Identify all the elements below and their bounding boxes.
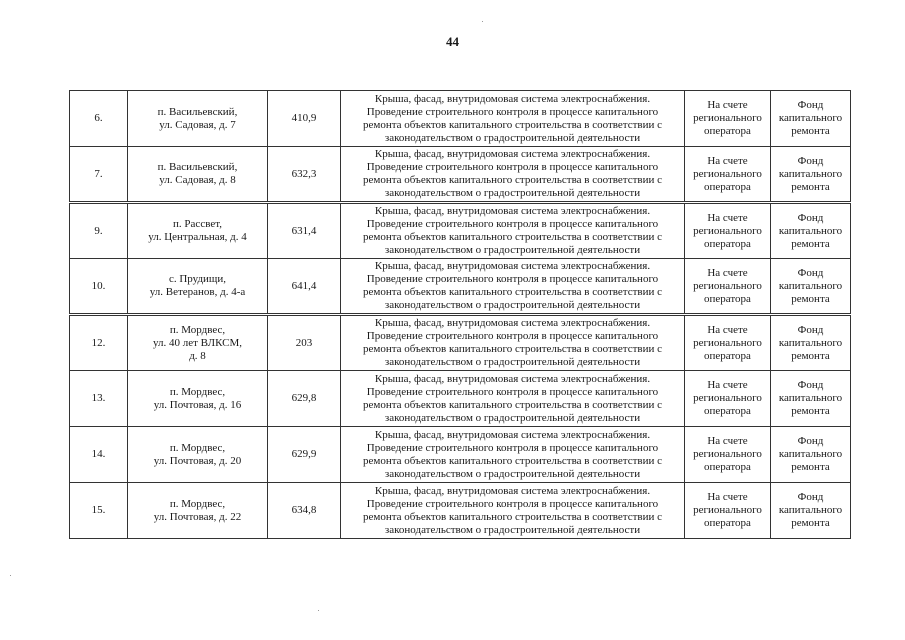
fund-line: капитального (778, 336, 843, 349)
works-line: Крыша, фасад, внутридомовая система электроснабжения. (374, 92, 651, 105)
works-line: Проведение строительного контроля в процессе капитального (366, 105, 659, 118)
fund-line: ремонта (791, 237, 830, 250)
fund-line: ремонта (791, 461, 830, 473)
area-value: 203 (268, 315, 341, 371)
fund-cell (771, 203, 851, 259)
fund-line: Фонд (797, 154, 824, 167)
row-number: 6. (70, 91, 128, 147)
works-line: ремонта объектов капитального строительства в соответствии с (363, 510, 662, 523)
table-row (70, 147, 851, 203)
fund-cell (771, 483, 851, 539)
area-value: 410,9 (268, 91, 341, 147)
works-line: законодательством о градостроительной деятельности (384, 411, 641, 424)
fund-line: Фонд (797, 491, 824, 503)
works-line: ремонта объектов капитального строительства в соответствии с (363, 454, 662, 467)
fund-line: ремонта (791, 125, 830, 137)
area-value: 634,8 (268, 483, 341, 539)
account-line: оператора (704, 517, 751, 529)
works-line: Крыша, фасад, внутридомовая система электроснабжения. (374, 317, 651, 329)
address-line: д. 8 (189, 349, 206, 362)
row-number: 7. (70, 147, 128, 203)
table-row (70, 91, 851, 147)
works-line: Проведение строительного контроля в процессе капитального (366, 441, 659, 454)
area-value: 641,4 (268, 259, 341, 315)
account-line: оператора (704, 461, 751, 473)
row-number: 12. (70, 315, 128, 371)
fund-line: Фонд (797, 379, 824, 391)
works-line: законодательством о градостроительной деятельности (384, 356, 641, 368)
works-description (341, 259, 685, 315)
fund-cell (771, 427, 851, 483)
fund-line: ремонта (791, 405, 830, 417)
fund-line: ремонта (791, 180, 830, 193)
works-description (341, 427, 685, 483)
address-line: ул. Садовая, д. 7 (159, 118, 236, 131)
works-description (341, 483, 685, 539)
row-number: 14. (70, 427, 128, 483)
fund-line: капитального (778, 112, 843, 124)
account-line: оператора (704, 125, 751, 137)
address-line: п. Мордвес, (169, 385, 226, 398)
address-cell (128, 427, 268, 483)
works-table-body (70, 91, 851, 539)
address-line: п. Мордвес, (169, 323, 226, 336)
works-line: законодательством о градостроительной деятельности (384, 299, 641, 311)
address-line: п. Рассвет, (173, 218, 222, 230)
area-value: 631,4 (268, 203, 341, 259)
fund-line: капитального (778, 279, 843, 292)
fund-line: капитального (778, 167, 843, 180)
address-line: п. Мордвес, (169, 441, 226, 454)
fund-line: ремонта (791, 349, 830, 362)
table-row (70, 259, 851, 315)
works-line: ремонта объектов капитального строительства в соответствии с (363, 286, 662, 298)
account-line: оператора (704, 292, 751, 305)
address-line: п. Васильевский, (157, 161, 238, 173)
account-cell (685, 91, 771, 147)
works-table (69, 90, 851, 539)
account-cell (685, 483, 771, 539)
fund-line: Фонд (797, 323, 824, 336)
works-line: ремонта объектов капитального строительства в соответствии с (363, 231, 662, 243)
address-cell (128, 147, 268, 203)
area-value: 629,8 (268, 371, 341, 427)
address-line: с. Прудищи, (168, 273, 227, 285)
fund-cell (771, 371, 851, 427)
account-line: На счете (707, 154, 748, 167)
address-line: ул. Садовая, д. 8 (159, 174, 236, 186)
account-line: На счете (707, 211, 748, 224)
works-line: Крыша, фасад, внутридомовая система электроснабжения. (374, 148, 651, 160)
works-description (341, 91, 685, 147)
works-line: Крыша, фасад, внутридомовая система электроснабжения. (374, 205, 651, 217)
fund-line: капитального (778, 448, 843, 460)
account-line: регионального (693, 448, 762, 460)
row-number: 10. (70, 259, 128, 315)
address-line: п. Мордвес, (169, 497, 226, 510)
account-cell (685, 315, 771, 371)
works-line: Проведение строительного контроля в процессе капитального (366, 330, 659, 342)
account-line: На счете (707, 266, 748, 279)
address-cell (128, 483, 268, 539)
account-cell (685, 427, 771, 483)
fund-line: ремонта (791, 292, 830, 305)
fund-line: Фонд (797, 435, 824, 447)
works-description (341, 371, 685, 427)
account-cell (685, 259, 771, 315)
fund-line: Фонд (797, 99, 824, 111)
fund-cell (771, 147, 851, 203)
area-value: 632,3 (268, 147, 341, 203)
address-line: ул. Почтовая, д. 20 (153, 454, 242, 467)
fund-line: капитального (778, 224, 843, 237)
works-line: Проведение строительного контроля в процессе капитального (366, 161, 659, 173)
works-line: законодательством о градостроительной деятельности (384, 523, 641, 536)
account-line: оператора (704, 180, 751, 193)
page-number: 44 (446, 34, 459, 49)
table-row (70, 203, 851, 259)
fund-line: Фонд (797, 266, 824, 279)
address-line: п. Васильевский, (157, 105, 238, 118)
account-line: регионального (693, 279, 762, 292)
works-line: ремонта объектов капитального строительства в соответствии с (363, 343, 662, 355)
address-line: ул. 40 лет ВЛКСМ, (153, 336, 242, 349)
address-cell (128, 203, 268, 259)
works-line: Крыша, фасад, внутридомовая система электроснабжения. (374, 428, 651, 441)
fund-cell (771, 91, 851, 147)
works-line: Проведение строительного контроля в процессе капитального (366, 385, 659, 398)
account-line: регионального (693, 336, 762, 349)
account-line: оператора (704, 349, 751, 362)
account-line: На счете (707, 491, 748, 503)
account-line: регионального (693, 504, 762, 516)
works-description (341, 315, 685, 371)
works-line: Проведение строительного контроля в процессе капитального (366, 218, 659, 230)
account-cell (685, 371, 771, 427)
account-line: регионального (693, 167, 762, 180)
works-line: Крыша, фасад, внутридомовая система электроснабжения. (374, 260, 651, 272)
address-cell (128, 91, 268, 147)
works-line: Проведение строительного контроля в процессе капитального (366, 497, 659, 510)
account-line: На счете (707, 99, 748, 111)
scan-speck (318, 610, 319, 611)
works-line: Крыша, фасад, внутридомовая система электроснабжения. (374, 484, 651, 497)
fund-cell (771, 259, 851, 315)
account-line: регионального (693, 112, 762, 124)
scan-speck (10, 575, 11, 576)
fund-line: капитального (778, 392, 843, 404)
account-cell (685, 147, 771, 203)
account-line: На счете (707, 435, 748, 447)
account-line: На счете (707, 323, 748, 336)
account-line: регионального (693, 392, 762, 404)
works-line: законодательством о градостроительной деятельности (384, 187, 641, 199)
works-line: Проведение строительного контроля в процессе капитального (366, 273, 659, 285)
works-line: законодательством о градостроительной деятельности (384, 467, 641, 480)
works-line: ремонта объектов капитального строительства в соответствии с (363, 398, 662, 411)
address-line: ул. Центральная, д. 4 (148, 231, 247, 243)
scan-speck (482, 21, 483, 22)
row-number: 15. (70, 483, 128, 539)
address-cell (128, 371, 268, 427)
fund-line: капитального (778, 504, 843, 516)
works-description (341, 147, 685, 203)
address-line: ул. Почтовая, д. 16 (153, 398, 242, 411)
table-row (70, 483, 851, 539)
account-line: оператора (704, 405, 751, 417)
fund-line: Фонд (797, 211, 824, 224)
works-line: Крыша, фасад, внутридомовая система электроснабжения. (374, 372, 651, 385)
works-line: ремонта объектов капитального строительства в соответствии с (363, 118, 662, 131)
table-row (70, 315, 851, 371)
works-line: ремонта объектов капитального строительства в соответствии с (363, 174, 662, 186)
fund-line: ремонта (791, 517, 830, 529)
account-line: На счете (707, 379, 748, 391)
works-line: законодательством о градостроительной деятельности (384, 131, 641, 144)
address-line: ул. Почтовая, д. 22 (153, 510, 242, 523)
address-line: ул. Ветеранов, д. 4-а (149, 286, 246, 298)
row-number: 13. (70, 371, 128, 427)
account-line: регионального (693, 224, 762, 237)
table-row (70, 427, 851, 483)
area-value: 629,9 (268, 427, 341, 483)
works-description (341, 203, 685, 259)
fund-cell (771, 315, 851, 371)
address-cell (128, 259, 268, 315)
address-cell (128, 315, 268, 371)
account-cell (685, 203, 771, 259)
table-row (70, 371, 851, 427)
works-line: законодательством о градостроительной деятельности (384, 244, 641, 256)
account-line: оператора (704, 237, 751, 250)
row-number: 9. (70, 203, 128, 259)
